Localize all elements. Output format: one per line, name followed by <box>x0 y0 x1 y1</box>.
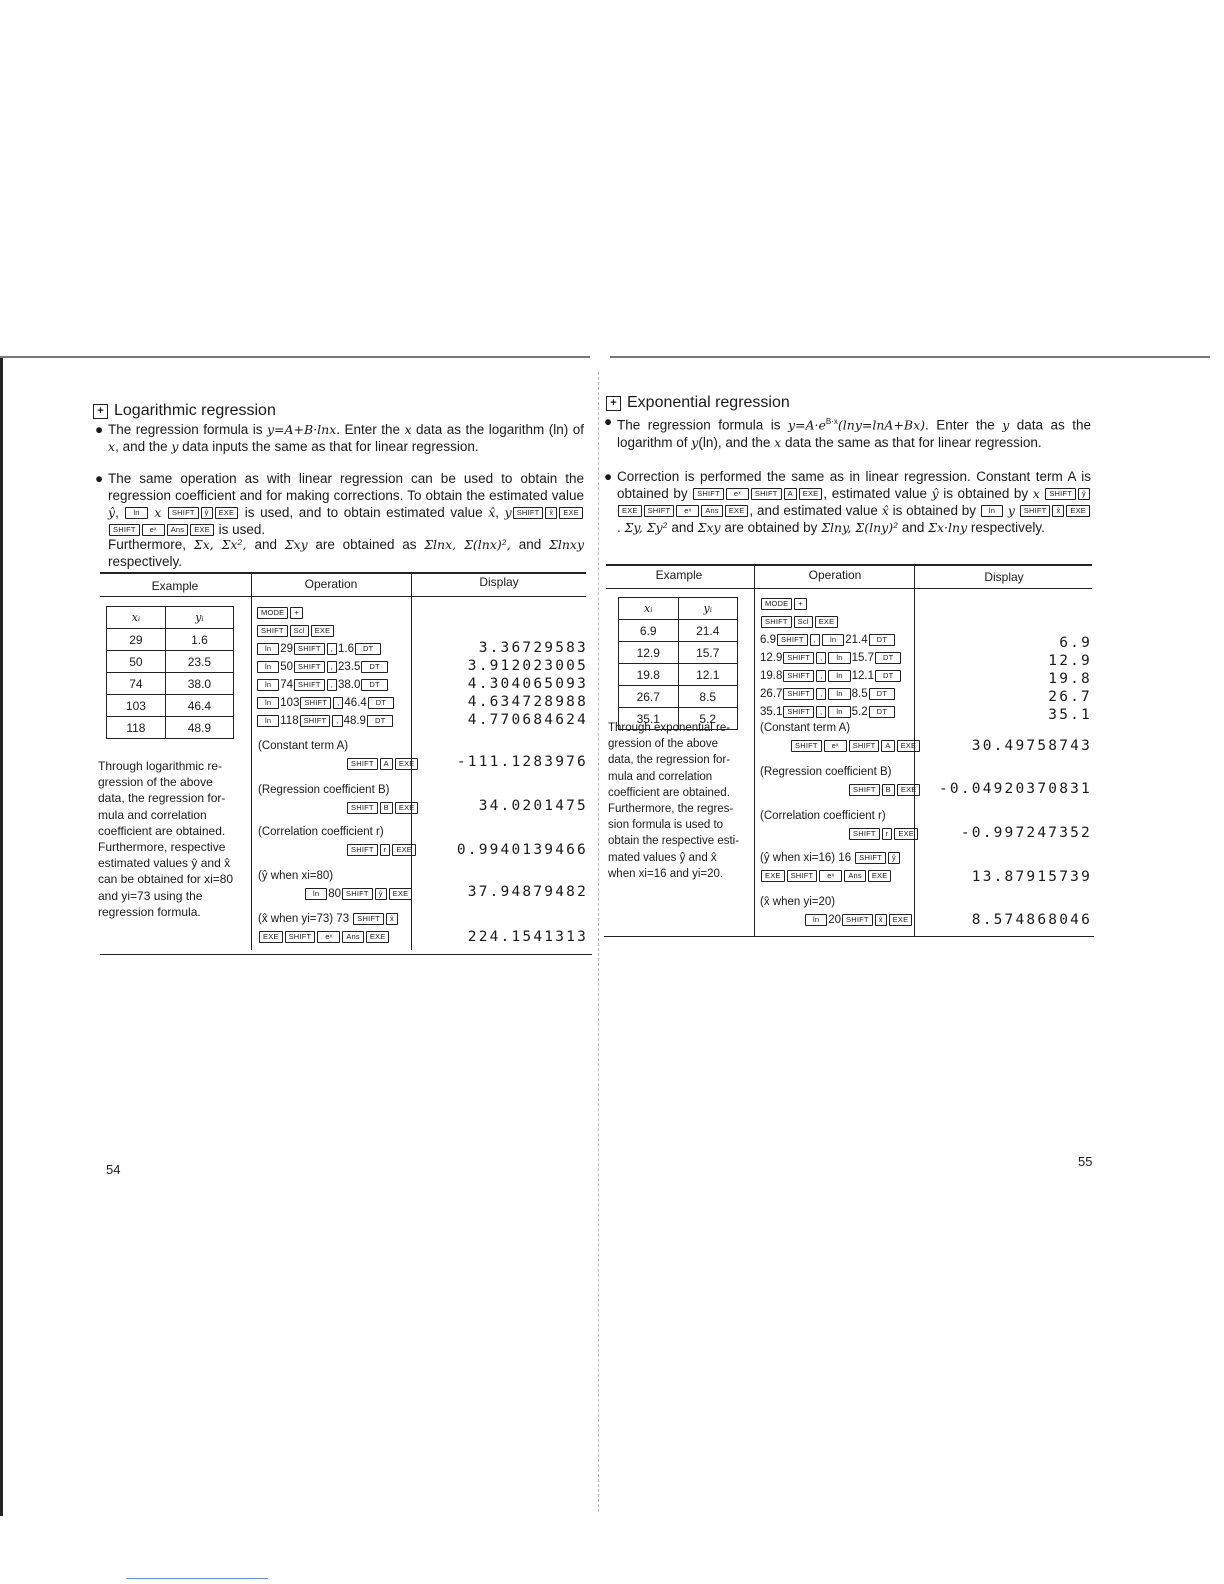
display-value: 19.8 <box>1048 671 1092 687</box>
page-number: 55 <box>1078 1154 1093 1169</box>
col-divider <box>251 572 252 950</box>
bullet-icon: ● <box>95 422 104 437</box>
display-value: 26.7 <box>1048 689 1092 705</box>
col-header-x: xᵢ <box>107 607 166 629</box>
op-row-data: 6.9 SHIFT , ln 21.4 DT <box>760 634 896 646</box>
op-row-data: ln 74 SHIFT , 38.0 DT <box>256 679 389 691</box>
op-row-data: ln 103 SHIFT , 46.4 DT <box>256 697 395 709</box>
section-marker-icon: + <box>606 396 621 411</box>
bullet-icon: ● <box>604 414 613 429</box>
left-side-note: Through logarithmic re- gression of the above data, the regression for- mula and correlation coefficient are obtained. Furthermore, respective estimated values ŷ and x̂ can be obtained for xi=80 and yi=73 using the regression formula. <box>98 759 234 919</box>
op-row-data: ln 118 SHIFT , 48.9 DT <box>256 715 394 727</box>
display-value: 13.87915739 <box>971 869 1092 885</box>
section-marker-icon: + <box>93 404 108 419</box>
display-value: -111.1283976 <box>456 754 588 770</box>
op-row-scl: SHIFT Scl EXE <box>760 616 839 628</box>
op-label-correlation: (Correlation coefficient r) <box>760 810 886 822</box>
col-header-x: xᵢ <box>619 598 679 620</box>
right-para-1: ● The regression formula is $y=A\cdot e^{B\cdot x}(\ln y=\ln A+Bx)$. Enter the y data as the logarithm of y(ln), and the x data the same as that for linear regression. <box>604 414 1091 450</box>
op-keys-coef-b: SHIFT B EXE <box>346 802 419 814</box>
table-header-rule <box>606 588 1092 589</box>
top-rule-left <box>0 356 590 358</box>
col-header-example: Example <box>151 579 199 593</box>
op-row-mode: MODE + <box>256 607 304 619</box>
page-gutter <box>598 372 599 1512</box>
table-top-rule <box>100 572 586 574</box>
page-number: 54 <box>106 1162 121 1177</box>
table-row: 26.7 8.5 <box>619 686 738 708</box>
op-label-coef-b: (Regression coefficient B) <box>760 766 892 778</box>
table-row: 103 46.4 <box>107 695 234 717</box>
left-para-2: ● The same operation as with linear regression can be used to obtain the regression coefficient and for making corrections. To obtain the estimated value ŷ, ln x SHIFT ŷ EXE is used, and to obtain estimated value x̂, y SHIFT x̂ EXESHIFT eˣ Ans EXE is used. <box>95 471 584 537</box>
page-spine <box>0 356 3 1516</box>
col-header-display: Display <box>984 570 1024 584</box>
left-section-title: + Logarithmic regression <box>93 402 276 420</box>
table-row: 118 48.9 <box>107 717 234 739</box>
op-keys-x-estimate: ln 20 SHIFT x̂ EXE <box>804 914 913 926</box>
table-top-rule <box>606 564 1092 566</box>
display-value: -0.997247352 <box>960 825 1092 841</box>
op-label-coef-b: (Regression coefficient B) <box>258 784 390 796</box>
op-keys-y-estimate: EXE SHIFT eˣ Ans EXE <box>760 870 892 882</box>
table-row: 29 1.6 <box>107 629 234 651</box>
table-row: 35.1 5.2 <box>619 708 738 730</box>
bottom-mark <box>126 1578 268 1579</box>
display-value: 6.9 <box>1059 635 1092 651</box>
display-value: 224.1541313 <box>467 929 588 945</box>
table-row: 74 38.0 <box>107 673 234 695</box>
op-keys-coef-b: SHIFT B EXE <box>848 784 921 796</box>
display-value: 37.94879482 <box>467 884 588 900</box>
table-bottom-rule <box>100 954 592 955</box>
op-row-data: ln 29 SHIFT , 1.6 DT <box>256 643 382 655</box>
op-label-constant-a: (Constant term A) <box>760 722 851 734</box>
op-label-x-estimate: (x̂ when yi=20) <box>760 896 836 908</box>
table-bottom-rule <box>604 936 1094 937</box>
op-keys-correlation: SHIFT r EXE <box>848 828 919 840</box>
right-side-note: Through exponential re- gression of the above data, the regression for- mula and correlation coefficient are obtained. Furthermore, the regres- sion formula is used to obtain the respective esti- mated values ŷ and x̂ when xi=16 and yi=20. <box>608 722 740 880</box>
display-value: 0.9940139466 <box>456 842 588 858</box>
display-value: 3.912023005 <box>467 658 588 674</box>
display-value: 8.574868046 <box>971 912 1092 928</box>
op-label-correlation: (Correlation coefficient r) <box>258 826 384 838</box>
table-row: 50 23.5 <box>107 651 234 673</box>
op-row-data: 35.1 SHIFT , ln 5.2 DT <box>760 706 896 718</box>
op-keys-constant-a: SHIFT eˣ SHIFT A EXE <box>790 740 921 752</box>
table-row: 19.8 12.1 <box>619 664 738 686</box>
op-row-data: ln 50 SHIFT , 23.5 DT <box>256 661 389 673</box>
display-value: 34.0201475 <box>478 798 588 814</box>
op-label-x-estimate: (x̂ when yi=73) 73 SHIFT x̂ <box>258 913 399 925</box>
display-value: 12.9 <box>1048 653 1092 669</box>
op-row-data: 12.9 SHIFT , ln 15.7 DT <box>760 652 902 664</box>
bullet-icon: ● <box>95 471 104 486</box>
col-divider <box>754 564 755 936</box>
table-row: 6.9 21.4 <box>619 620 738 642</box>
op-row-data: 19.8 SHIFT , ln 12.1 DT <box>760 670 902 682</box>
display-value: 35.1 <box>1048 707 1092 723</box>
display-value: 4.304065093 <box>467 676 588 692</box>
left-para-3: Furthermore, Σx, Σx², and Σxy are obtained as Σlnx, Σ(lnx)², and Σlnxy respectively. <box>108 537 585 569</box>
table-row: 12.9 15.7 <box>619 642 738 664</box>
op-row-mode: MODE + <box>760 598 808 610</box>
display-value: 4.634728988 <box>467 694 588 710</box>
col-header-example: Example <box>655 568 703 582</box>
right-data-table <box>618 597 738 730</box>
display-value: 4.770684624 <box>467 712 588 728</box>
op-label-constant-a: (Constant term A) <box>258 740 349 752</box>
op-keys-x-estimate: EXE SHIFT eˣ Ans EXE <box>258 931 390 943</box>
op-row-data: 26.7 SHIFT , ln 8.5 DT <box>760 688 896 700</box>
col-header-operation: Operation <box>808 568 862 582</box>
right-para-2: ● Correction is performed the same as in linear regression. Constant term A is obtained by SHIFT eˣ SHIFT A EXE , estimated value ŷ is obtained by x SHIFT ŷEXE SHIFT eˣ Ans EXE , and estimated value x̂ is obtained by ln y SHIFT x̂ EXE. Σy, Σy² and Σxy are obtained by Σlny, Σ(lny)² and Σx·lny respectively. <box>604 469 1091 535</box>
col-header-y: yᵢ <box>678 598 738 620</box>
bullet-icon: ● <box>604 469 613 484</box>
right-section-title: + Exponential regression <box>606 394 790 412</box>
op-label-y-estimate: (ŷ when xi=16) 16 SHIFT ŷ <box>760 852 901 864</box>
col-header-operation: Operation <box>304 577 358 591</box>
op-keys-constant-a: SHIFT A EXE <box>346 758 419 770</box>
left-data-table <box>106 606 234 739</box>
op-row-scl: SHIFT Scl EXE <box>256 625 335 637</box>
op-keys-correlation: SHIFT r EXE <box>346 844 417 856</box>
table-header-rule <box>100 596 586 597</box>
display-value: -0.04920370831 <box>938 781 1092 797</box>
col-header-display: Display <box>479 575 519 589</box>
left-para-1: ● The regression formula is y=A+B·lnx. Enter the x data as the logarithm (ln) of x, and the y data inputs the same as that for linear regression. <box>95 422 584 454</box>
display-value: 30.49758743 <box>971 738 1092 754</box>
display-value: 3.36729583 <box>478 640 588 656</box>
op-label-y-estimate: (ŷ when xi=80) <box>258 870 334 882</box>
top-rule-right <box>610 356 1210 358</box>
col-header-y: yᵢ <box>165 607 233 629</box>
op-keys-y-estimate: ln 80 SHIFT ŷ EXE <box>304 888 413 900</box>
